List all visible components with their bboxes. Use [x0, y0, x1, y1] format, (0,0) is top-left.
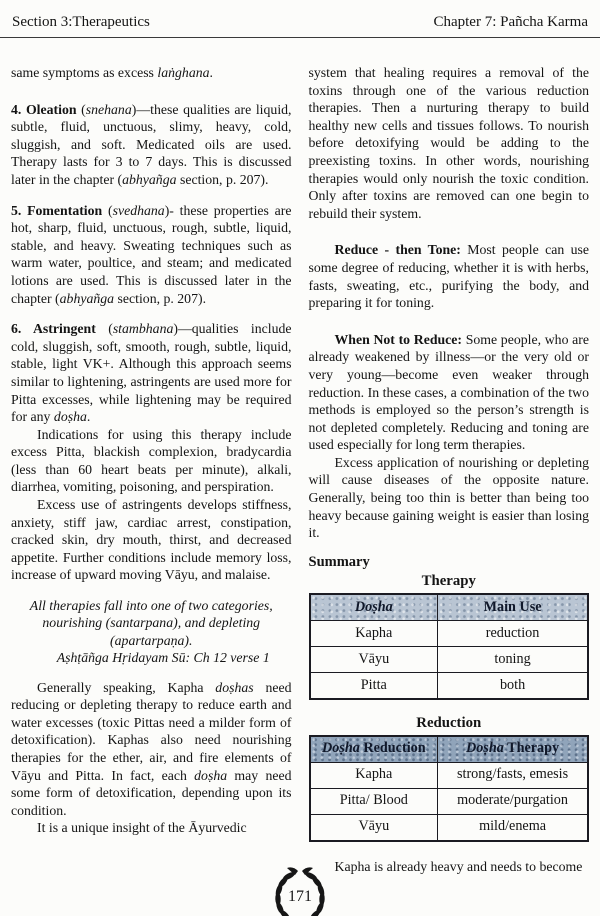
therapy-table-title: Therapy: [421, 573, 476, 590]
table-cell: mild/enema: [438, 814, 588, 841]
table-cell: both: [438, 673, 588, 700]
table-row: [310, 673, 589, 700]
therapy-table-block: [309, 573, 590, 700]
table-cell: reduction: [438, 621, 588, 647]
paragraph-unique-insight: It is a unique insight of the Āyurvedic: [37, 820, 247, 836]
table-row: [310, 647, 589, 673]
table-header-cell: Doṣha Reduction: [310, 736, 438, 763]
paragraph-generally: Generally speaking, Kapha doṣhas need reducing or depleting therapy to reduce earth and water excesses (toxic Pittas need a milder form of detoxification). Kaphas also need nourishing therapies for the ether, air, and fire elements of Vāyu and Pitta. In fact, each doṣha may need some form of detoxification, depending upon its condition.: [11, 679, 292, 818]
table-header-row: [310, 736, 589, 763]
two-column-body: [0, 38, 600, 875]
table-row: [310, 788, 589, 814]
page-footer: [265, 859, 335, 916]
therapy-table: [309, 593, 590, 700]
table-header-row: [310, 594, 589, 621]
table-cell: Vāyu: [310, 647, 438, 673]
table-cell: Vāyu: [310, 814, 438, 841]
verse-quote: [11, 597, 292, 667]
left-column: [11, 64, 292, 875]
paragraph-kapha-heavy: Kapha is already heavy and needs to become: [334, 858, 583, 874]
table-header-cell: Doṣha Therapy: [438, 736, 588, 763]
table-cell: Kapha: [310, 621, 438, 647]
table-cell: moderate/purgation: [438, 788, 588, 814]
paragraph-excess-application: Excess application of nourishing or depleting will cause diseases of the opposite nature. Generally, being too thin is better than being too heavy because gaining weight is easier than losing it.: [308, 454, 589, 541]
table-cell: strong/fasts, emesis: [438, 762, 588, 788]
reduction-table: [309, 735, 590, 842]
paragraph-indications: Indications for using this therapy include excess Pitta, blackish complexion, bradycardia (less than 60 heart beats per minute), alkali, diarrhea, vomiting, poisoning, and perspiration.: [11, 426, 292, 495]
paragraph-oleation: 4. Oleation (snehana)—these qualities are liquid, subtle, fluid, unctuous, slimy, heavy, cold, sluggish, and soft. Medicated oils are used. Therapy lasts for 3 to 7 days. This is discussed later in the chapter (abhyañga section, p. 207).: [11, 101, 292, 187]
reduction-table-block: [309, 715, 590, 842]
header-chapter-title: Chapter 7: Pañcha Karma: [433, 14, 588, 30]
paragraph-excess-use: Excess use of astringents develops stiffness, anxiety, stiff jaw, cardiac arrest, constipation, cracked skin, dry mouth, thirst, and decreased appetite. Further conditions include memory loss, increase of upward moving Vāyu, and malaise.: [11, 497, 292, 583]
right-column: [309, 64, 590, 875]
table-row: [310, 814, 589, 841]
table-cell: Pitta: [310, 673, 438, 700]
table-cell: Kapha: [310, 762, 438, 788]
page-header: [0, 0, 600, 38]
summary-heading: Summary: [308, 553, 370, 570]
table-row: [310, 762, 589, 788]
reduction-table-title: Reduction: [416, 715, 482, 732]
paragraph-when-not-to-reduce: When Not to Reduce: Some people, who are already weakened by illness—or the very old or very young—become even weaker through reduction. In these cases, a combination of the two methods is employed so the person’s strength is not depleted completely. Reducing and toning are used especially for long term therapies.: [308, 331, 589, 453]
header-section-title: Section 3:Therapeutics: [12, 14, 150, 30]
paragraph-intro: same symptoms as excess laṅghana.: [11, 65, 213, 80]
laurel-wreath-icon: [265, 859, 335, 916]
paragraph-system-healing: system that healing requires a removal of the toxins through one of the various reduction therapies. Then a nurturing therapy to build healthy new cells and tissues follows. To nourish before detoxifying would be adding to the preexisting toxins. In other words, nourishing therapies would only nourish the toxic condition. Only after toxins are removed can one begin to rebuild their system.: [308, 65, 589, 221]
page-number: 171: [288, 888, 312, 905]
table-cell: toning: [438, 647, 588, 673]
paragraph-reduce-then-tone: Reduce - then Tone: Most people can use some degree of reducing, whether it is with herbs, fasts, sweating, etc., purifying the body, and preparing it for toning.: [308, 242, 589, 311]
paragraph-astringent: 6. Astringent (stambhana)—qualities include cold, sluggish, soft, smooth, rough, subtle, liquid, stable, light VK+. Although this approach seems similar to lightening, astringents are used more for Pitta excesses, while lightening may be required for any doṣha.: [11, 321, 292, 425]
table-row: [310, 621, 589, 647]
quote-attribution: Aṣhṭāñga Hṛidayam Sū: Ch 12 verse 1: [56, 650, 270, 666]
paragraph-fomentation: 5. Fomentation (svedhana)- these properties are hot, sharp, fluid, unctuous, rough, subtle, liquid, stable, and heavy. Sweating techniques such as warm water, poultice, and steam; and medicated lotions are used. This is discussed later in the chapter (abhyañga section, p. 207).: [11, 202, 292, 306]
table-header-cell: Main Use: [438, 594, 588, 621]
table-header-cell: Doṣha: [310, 594, 438, 621]
table-cell: Pitta/ Blood: [310, 788, 438, 814]
quote-body: All therapies fall into one of two categories, nourishing (santarpana), and depleting (apartarpaṇa).: [29, 598, 273, 648]
